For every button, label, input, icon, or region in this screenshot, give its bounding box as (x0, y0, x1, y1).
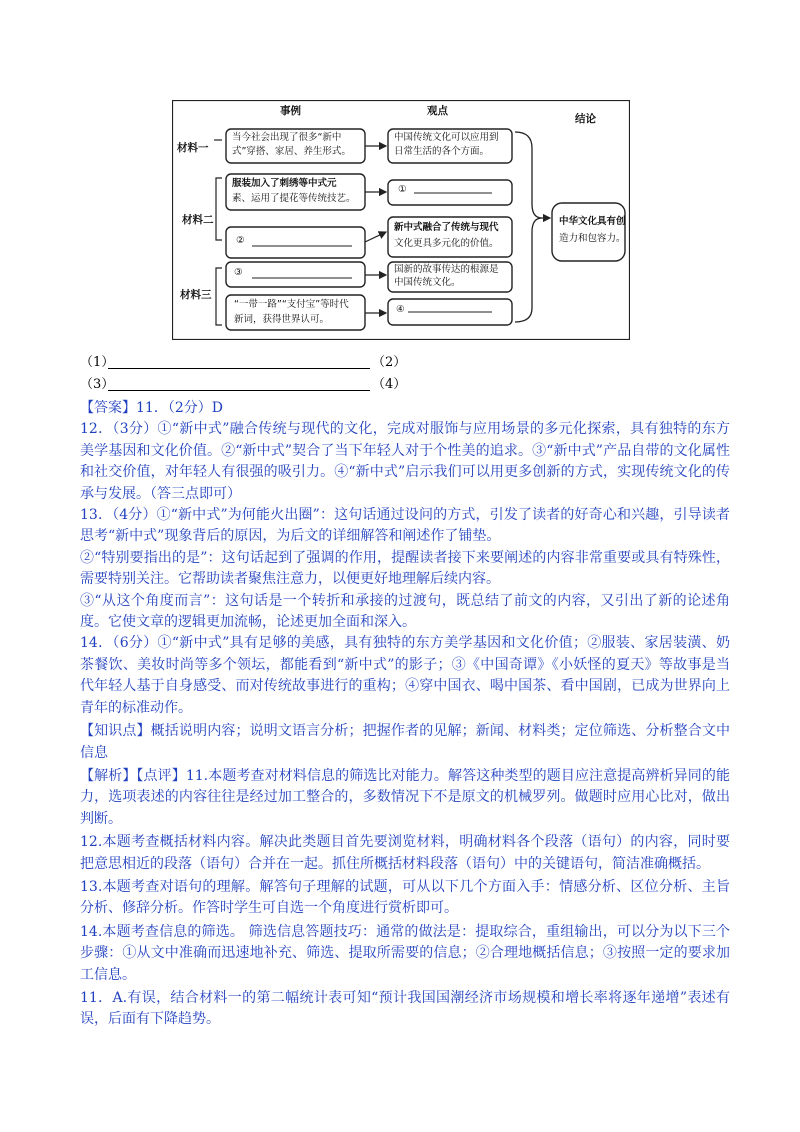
header-viewpoints: 观点 (427, 105, 448, 117)
m3-example-line2: 新词，获得世界认可。 (234, 314, 330, 325)
m3-blank-view-number: ④ (396, 304, 405, 315)
answer-line: 【答案】11．（2分）D (80, 400, 223, 416)
m2-blank-example-box (226, 227, 365, 258)
analysis-13: 13.本题考查对语句的理解。解答句子理解的试题，可从以下几个方面入手：情感分析、区位分析、主旨分析、修辞分析。作答时学生可自选一个角度进行赏析即可。 (80, 878, 730, 917)
analysis-14: 14.本题考查信息的筛选。 筛选信息答题技巧：通常的做法是：提取综合，重组输出，可以分为以下三个步骤：①从文中准确而迅速地补充、筛选、提取所需要的信息；②合理地概括信息；③按照一定的要求加工信息。 (80, 923, 730, 983)
blank-4-label: （4） (372, 377, 407, 392)
knowledge-points: 【知识点】概括说明内容；说明文语言分析；把握作者的见解；新闻、材料类；定位筛选、分析整合文中信息 (80, 723, 730, 761)
header-examples: 事例 (280, 105, 301, 117)
analysis-11-option-a: 11．A.有误，结合材料一的第二幅统计表可知“预计我国国潮经济市场规模和增长率将逐年递增”表述有误，后面有下降趋势。 (80, 989, 730, 1028)
m3-view-line1: 国新的故事传达的根源是 (394, 264, 499, 275)
conclusion-line1: 中华文化具有创 (559, 216, 626, 227)
blank-3-label: （3） (80, 377, 115, 392)
m3-blank-example-box (226, 262, 365, 287)
q14-answer: 14．（6分）①“新中式”具有足够的美感，具有独特的东方美学基因和文化价值；②服装、家居装潢、奶茶餐饮、美妆时尚等多个领坛，都能看到“新中式”的影子；③《中国奇谭》《小妖怪的夏天》等故事是当代年轻人基于自身感受、而对传统故事进行的重构；④穿中国衣、喝中国茶、看中国剧，已成为世界向上青年的标准动作。 (80, 635, 730, 716)
m1-view-line1: 中国传统文化可以应用到 (394, 132, 499, 143)
blank-1-label: （1） (80, 355, 115, 370)
m2-blank-example-number: ② (236, 235, 245, 246)
q13-answer-1: 13．（4分）①“新中式”为何能火出圈”：这句话通过设问的方式，引发了读者的好奇心和兴趣，引导读者思考“新中式”现象背后的原因，为后文的详细解答和阐述作了铺垫。 (80, 507, 730, 545)
blank-1-line[interactable] (108, 368, 370, 369)
header-conclusion: 结论 (575, 113, 596, 125)
q12-answer: 12．（3分）①“新中式”融合传统与现代的文化，完成对服饰与应用场景的多元化探索，具有独特的东方美学基因和文化价值。②“新中式”契合了当下年轻人对于个性美的追求。③“新中式”产品自带的文化属性和社交价值，对年轻人有很强的吸引力。④“新中式”启示我们可以用更多创新的方式，实现传统文化的传承与发展。（答三点即可） (80, 421, 730, 502)
m1-example-line1: 当今社会出现了很多“新中 (232, 132, 342, 143)
m3-view-line2: 中国传统文化。 (394, 277, 461, 288)
concept-diagram (172, 100, 630, 340)
blank-2-label: （2） (372, 355, 407, 370)
m2-example-line1: 服装加入了刺绣等中式元 (232, 178, 337, 189)
q13-answer-2: ②“特别要指出的是”：这句话起到了强调的作用，提醒读者接下来要阐述的内容非常重要或具有特殊性，需要特别关注。它帮助读者聚焦注意力，以便更好地理解后续内容。 (80, 549, 730, 588)
m2-blank-view-box (388, 180, 512, 205)
blank-row-2 (80, 376, 460, 394)
m1-view-line2: 日常生活的各个方面。 (394, 146, 490, 157)
m2-blank-view-number: ① (398, 184, 407, 195)
conclusion-line2: 造力和包容力。 (559, 233, 626, 244)
m2-example-line2: 素、运用了提花等传统技艺。 (232, 193, 356, 204)
m1-example-line2: 式”穿搭、家居、养生形式。 (232, 146, 351, 157)
blank-row-1 (80, 354, 460, 372)
material-1-label: 材料一 (177, 142, 209, 154)
m3-example-line1: “一带一路”“支付宝”等时代 (234, 299, 349, 310)
material-3-label: 材料三 (180, 289, 212, 301)
analysis-11: 【解析】【点评】11.本题考查对材料信息的筛选比对能力。解答这种类型的题目应注意提高辨析异同的能力，选项表述的内容往往是经过加工整合的，多数情况下不是原文的机械罗列。做题时应用心比对，做出判断。 (80, 767, 730, 827)
m2-view-line2: 文化更具多元化的价值。 (394, 238, 499, 249)
analysis-12: 12.本题考查概括材料内容。解决此类题目首先要浏览材料，明确材料各个段落（语句）的内容，同时要把意思相近的段落（语句）合并在一起。抓住所概括材料段落（语句）中的关键语句，简洁准确概括。 (80, 834, 730, 872)
answer-content (80, 398, 730, 1031)
material-2-label: 材料二 (182, 214, 214, 226)
m2-view-line1: 新中式融合了传统与现代 (394, 222, 499, 233)
blank-3-line[interactable] (108, 390, 370, 391)
q13-answer-3: ③“从这个角度而言”：这句话是一个转折和承接的过渡句，既总结了前文的内容，又引出了新的论述角度。它使文章的逻辑更加流畅，论述更加全面和深入。 (80, 592, 730, 631)
m3-blank-example-number: ③ (234, 267, 243, 278)
